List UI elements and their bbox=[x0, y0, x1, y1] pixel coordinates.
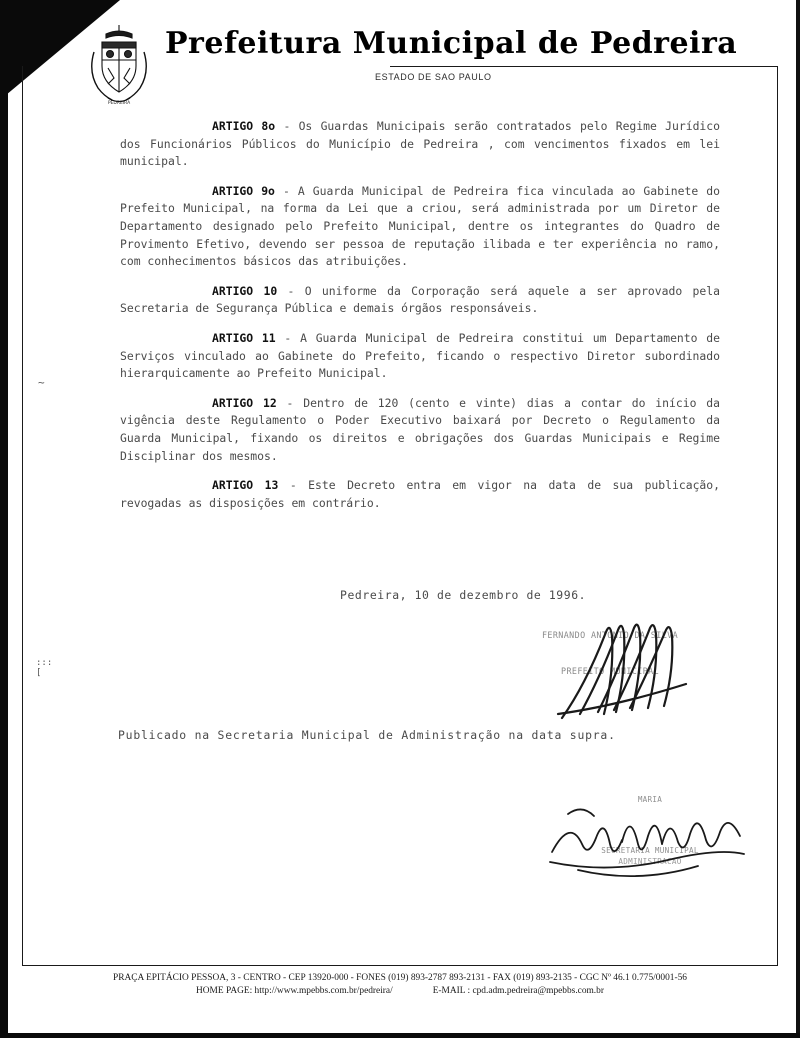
article-text: Os Guardas Municipais serão contratados pelo Regime Jurídico dos Funcionários Públicos do Município de Pedreira , com vencimentos fixados em lei municipal. bbox=[120, 119, 720, 169]
article-paragraph bbox=[120, 477, 720, 512]
article-dash: - bbox=[283, 119, 291, 133]
article-text: Dentro de 120 (cento e vinte) dias a contar do início da vigência deste Regulamento o Poder Executivo baixará por Decreto o Regulamento da Guarda Municipal, fixando os direitos e obrigações dos Guardas Municipais e Regime Disciplinar dos mesmos. bbox=[120, 395, 721, 463]
signature-name: MARIA bbox=[637, 795, 663, 804]
footer bbox=[0, 972, 800, 998]
article-paragraph bbox=[120, 395, 720, 465]
footer-address-line: PRAÇA EPITÁCIO PESSOA, 3 - CENTRO - CEP 13920-000 - FONES (019) 893-2787 893-2131 - FAX (019) 893-2135 - CGC Nº 46.1 0.775/0001-56 bbox=[112, 973, 687, 983]
handwritten-signature-icon bbox=[548, 800, 748, 880]
article-dash: - bbox=[282, 183, 290, 198]
scan-edge-artifact-bottom bbox=[0, 1033, 800, 1038]
article-label: ARTIGO 11 bbox=[212, 330, 276, 345]
page-title: Prefeitura Municipal de Pedreira bbox=[165, 26, 738, 61]
footer-email: E-MAIL : cpd.adm.pedreira@mpebbs.com.br bbox=[432, 986, 604, 996]
letterhead bbox=[60, 18, 760, 108]
article-label: ARTIGO 10 bbox=[212, 283, 278, 298]
signature-role: SECRETARIA MUNICIPAL bbox=[601, 846, 699, 855]
article-label: ARTIGO 13 bbox=[212, 478, 279, 493]
footer-homepage: HOME PAGE: http://www.mpebbs.com.br/pedreira/ bbox=[196, 986, 393, 996]
article-paragraph bbox=[120, 283, 720, 318]
article-label: ARTIGO 12 bbox=[212, 395, 277, 410]
article-text: A Guarda Municipal de Pedreira fica vinculada ao Gabinete do Prefeito Municipal, na forma da Lei que a criou, será administrada por um Diretor de Departamento designado pelo Prefeito Municipal, dentre os integrantes do Quadro de Provimento Efetivo, devendo ser pessoa de reputação ilibada e ter experiência no ramo, com conhecimentos básicos das atribuições. bbox=[120, 183, 720, 269]
signature-role-line2: ADMINISTRACAO bbox=[618, 857, 682, 866]
article-paragraph bbox=[120, 330, 720, 383]
article-paragraph bbox=[120, 183, 720, 271]
scan-edge-artifact-right bbox=[796, 0, 800, 1038]
svg-text:PEDREIRA: PEDREIRA bbox=[107, 101, 131, 106]
article-dash: - bbox=[284, 330, 292, 345]
coat-of-arms-icon bbox=[88, 22, 150, 106]
article-label: ARTIGO 8o bbox=[212, 119, 276, 133]
signature-name: FERNANDO ANTONIO DA SILVA bbox=[541, 630, 679, 640]
scan-smudge: ~ bbox=[38, 376, 45, 389]
scan-smudge: ::: [ bbox=[36, 658, 53, 678]
article-text: Este Decreto entra em vigor na data de sua publicação, revogadas as disposições em contrário. bbox=[120, 478, 721, 510]
scan-edge-artifact-left bbox=[0, 0, 8, 1038]
handwritten-signature-icon bbox=[556, 614, 716, 724]
article-paragraph bbox=[120, 118, 720, 171]
place-and-date: Pedreira, 10 de dezembro de 1996. bbox=[340, 588, 587, 602]
article-dash: - bbox=[289, 478, 297, 493]
article-dash: - bbox=[286, 395, 294, 410]
decree-body bbox=[120, 118, 720, 524]
publication-note: Publicado na Secretaria Municipal de Administração na data supra. bbox=[118, 728, 616, 742]
state-subtitle: ESTADO DE SAO PAULO bbox=[375, 72, 492, 82]
article-text: O uniforme da Corporação será aquele a ser aprovado pela Secretaria de Segurança Pública e demais órgãos responsáveis. bbox=[120, 283, 720, 316]
article-text: A Guarda Municipal de Pedreira constitui um Departamento de Serviços vinculado ao Gabinete do Prefeito, ficando o respectivo Diretor subordinado hierarquicamente ao Prefeito Municipal. bbox=[120, 330, 720, 381]
article-dash: - bbox=[287, 283, 295, 298]
article-label: ARTIGO 9o bbox=[212, 183, 275, 198]
signature-role: PREFEITO MUNICIPAL bbox=[561, 666, 659, 676]
